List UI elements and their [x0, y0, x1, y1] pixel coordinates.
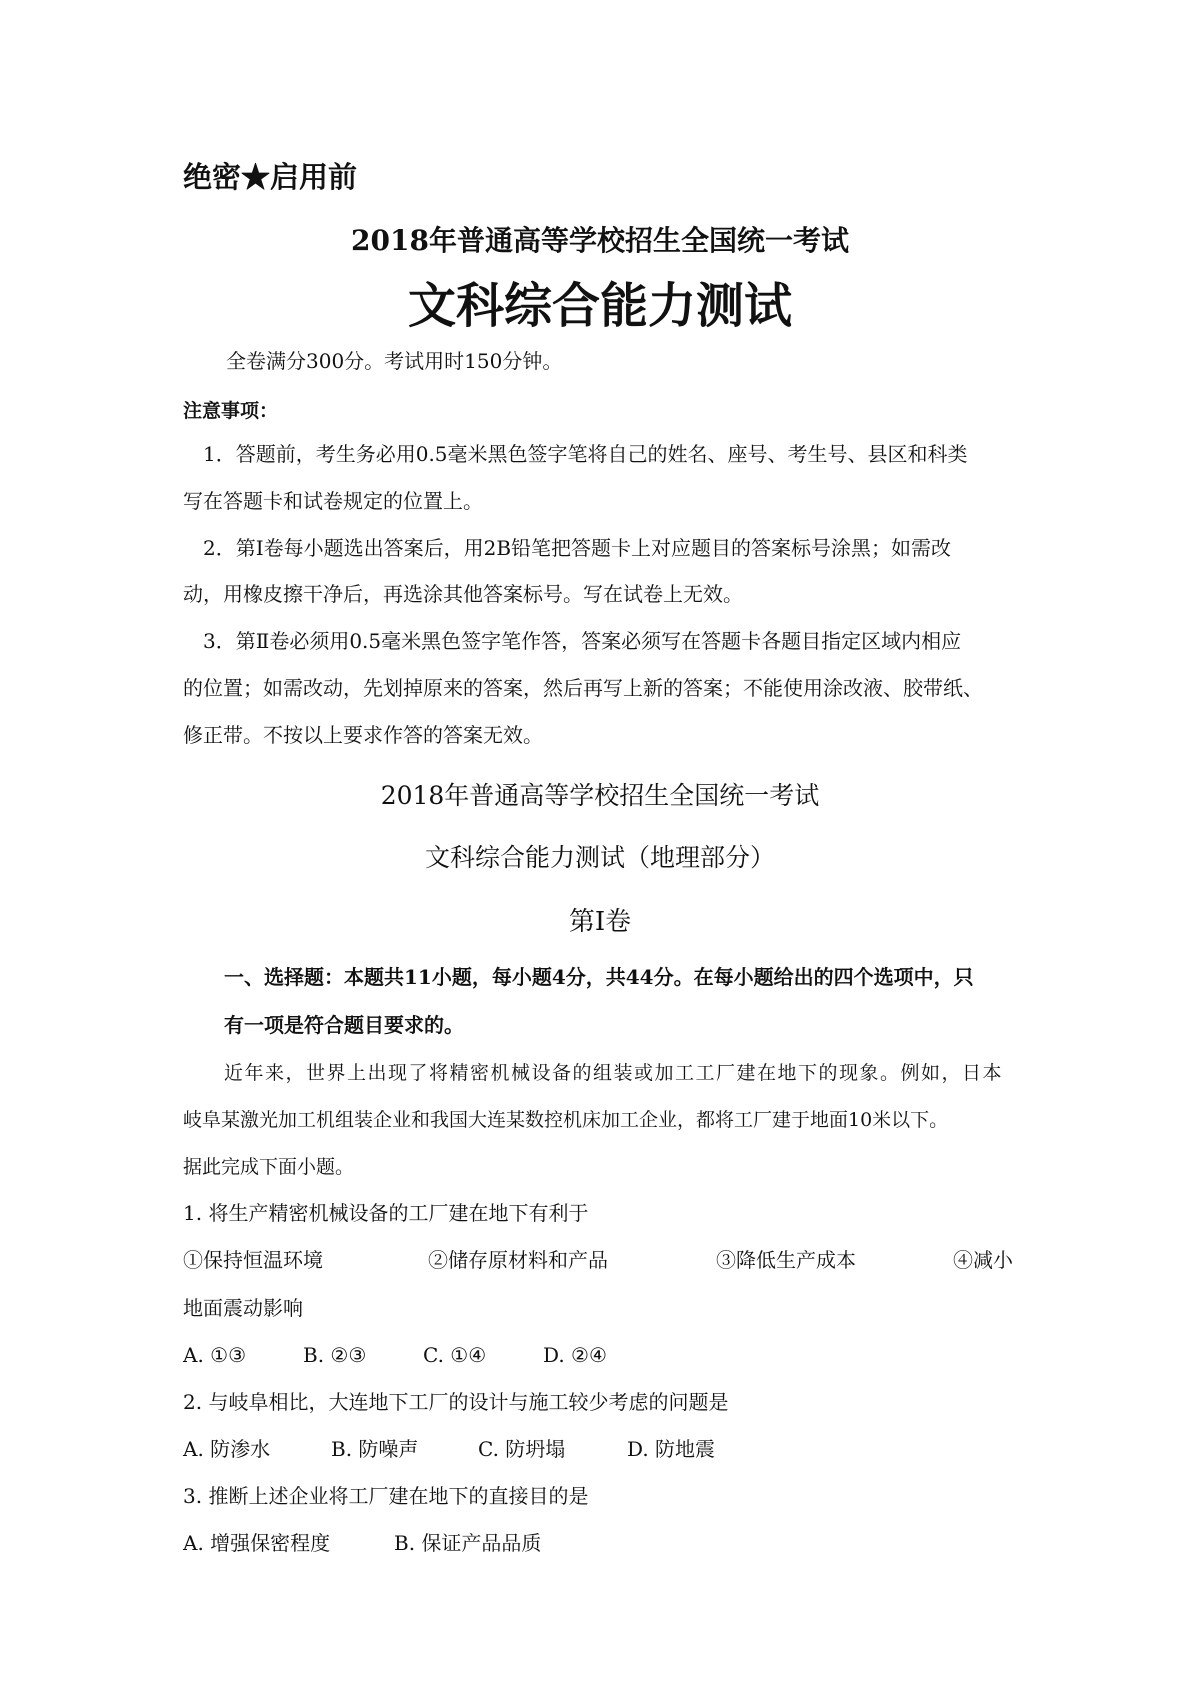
question-3-option-b: B. 保证产品品质 [394, 1531, 542, 1555]
question-1-stem: 1. 将生产精密机械设备的工厂建在地下有利于 [183, 1201, 589, 1225]
note-item-3-line-1: 3．第Ⅱ卷必须用0.5毫米黑色签字笔作答，答案必须写在答题卡各题目指定区域内相应 [203, 629, 962, 653]
score-info: 全卷满分300分。考试用时150分钟。 [226, 349, 563, 373]
note-item-3-line-3: 修正带。不按以上要求作答的答案无效。 [183, 723, 543, 747]
section-part-title: 文科综合能力测试（地理部分） [424, 843, 775, 872]
question-1-option-b: B. ②③ [303, 1343, 367, 1367]
question-2-option-d: D. 防地震 [627, 1437, 716, 1461]
question-1-item-3: ③降低生产成本 [716, 1248, 856, 1272]
question-1-option-c: C. ①④ [423, 1343, 487, 1367]
notes-heading: 注意事项： [183, 400, 279, 422]
question-2-option-b: B. 防噪声 [331, 1437, 419, 1461]
note-item-1-line-1: 1．答题前，考生务必用0.5毫米黑色签字笔将自己的姓名、座号、考生号、县区和科类 [203, 442, 968, 466]
question-1-item-4: ④减小 [953, 1248, 1013, 1272]
question-1-item-4-cont: 地面震动影响 [183, 1296, 303, 1320]
passage-line-3: 据此完成下面小题。 [183, 1156, 355, 1178]
question-2-option-c: C. 防坍塌 [478, 1437, 566, 1461]
question-1-item-1: ①保持恒温环境 [183, 1248, 323, 1272]
question-2-option-a: A. 防渗水 [183, 1437, 271, 1461]
note-item-1-line-2: 写在答题卡和试卷规定的位置上。 [183, 489, 483, 513]
volume-title: 第Ⅰ卷 [568, 907, 632, 937]
note-item-3-line-2: 的位置；如需改动，先划掉原来的答案，然后再写上新的答案；不能使用涂改液、胶带纸、 [183, 676, 983, 700]
section-exam-title: 2018年普通高等学校招生全国统一考试 [380, 781, 820, 810]
instruction-line-2: 有一项是符合题目要求的。 [224, 1013, 464, 1037]
question-1-option-a: A. ①③ [183, 1343, 247, 1367]
subject-title: 文科综合能力测试 [407, 278, 792, 334]
note-item-2-line-1: 2．第Ⅰ卷每小题选出答案后，用2B铅笔把答题卡上对应题目的答案标号涂黑；如需改 [203, 536, 952, 560]
question-3-option-a: A. 增强保密程度 [183, 1531, 331, 1555]
question-1-item-2: ②储存原材料和产品 [428, 1248, 608, 1272]
note-item-2-line-2: 动，用橡皮擦干净后，再选涂其他答案标号。写在试卷上无效。 [183, 582, 743, 606]
instruction-line-1: 一、选择题：本题共11小题，每小题4分，共44分。在每小题给出的四个选项中，只 [224, 965, 974, 989]
question-1-option-d: D. ②④ [543, 1343, 607, 1367]
question-2-stem: 2. 与岐阜相比，大连地下工厂的设计与施工较少考虑的问题是 [183, 1390, 729, 1414]
confidential-mark: 绝密★启用前 [183, 160, 358, 194]
exam-title: 2018年普通高等学校招生全国统一考试 [351, 224, 849, 257]
question-3-stem: 3. 推断上述企业将工厂建在地下的直接目的是 [183, 1484, 589, 1508]
passage-line-2: 岐阜某激光加工机组装企业和我国大连某数控机床加工企业，都将工厂建于地面10米以下。 [183, 1109, 949, 1131]
passage-line-1: 近年来，世界上出现了将精密机械设备的组装或加工工厂建在地下的现象。例如，日本 [224, 1062, 1004, 1084]
